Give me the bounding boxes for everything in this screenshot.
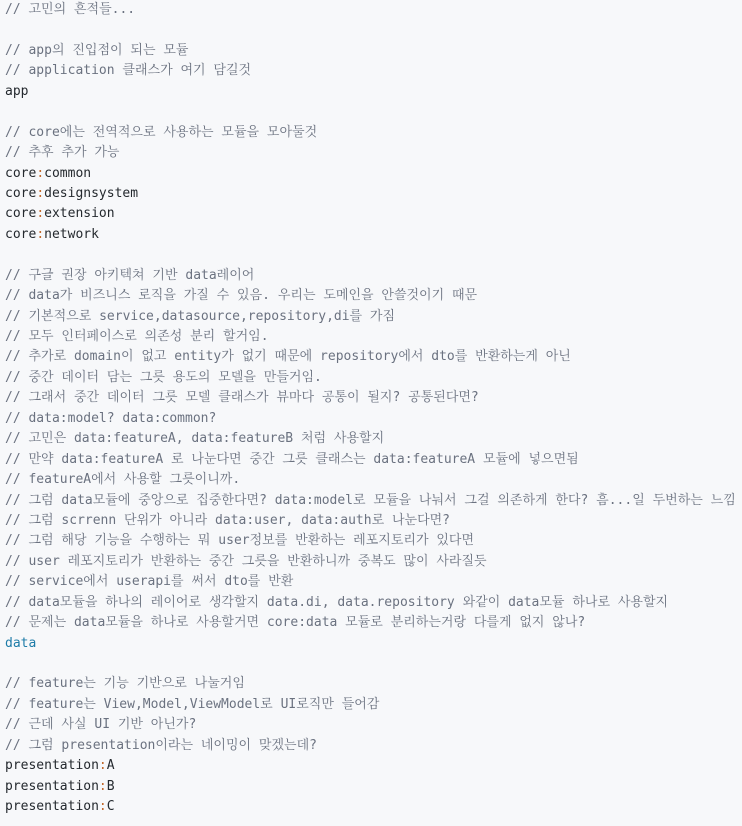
- module-prefix: presentation: [5, 799, 99, 815]
- module-name: A: [106, 758, 115, 774]
- module-separator: :: [36, 226, 45, 242]
- comment-line: // 근데 사실 UI 기반 아닌가?: [5, 717, 197, 733]
- comment-line: // 추가로 domain이 없고 entity가 없기 때문에 repository에서 dto를 반환하는게 아닌: [5, 349, 571, 365]
- comment-line: // data가 비즈니스 로직을 가질 수 있음. 우리는 도메인을 안쓸것이기 때문: [5, 288, 478, 304]
- module-prefix: presentation: [5, 778, 99, 794]
- module-line: [5, 797, 742, 817]
- module-name: C: [106, 799, 115, 815]
- comment-line: // 모두 인터페이스로 의존성 분리 할거임.: [5, 329, 269, 344]
- module-prefix: core: [5, 206, 37, 222]
- comment-line: // feature는 View,Model,ViewModel로 UI로직만 들어감: [5, 696, 380, 712]
- comment-line: // application 클래스가 여기 담길것: [5, 63, 252, 79]
- comment-line: // app의 진입점이 되는 모듈: [5, 42, 189, 58]
- module-line: app: [5, 83, 29, 99]
- module-line: data: [5, 635, 37, 651]
- module-prefix: presentation: [5, 758, 99, 774]
- comment-line: // data:model? data:common?: [5, 410, 217, 426]
- comment-line: // service에서 userapi를 써서 dto를 반환: [5, 574, 294, 590]
- module-line: [5, 164, 742, 184]
- comment-line: // 구글 권장 아키텍쳐 기반 data레이어: [5, 267, 255, 283]
- comment-line: // feature는 기능 기반으로 나눌거임: [5, 676, 245, 692]
- comment-line: // user 레포지토리가 반환하는 중간 그릇을 반환하니까 중복도 많이 사라질듯: [5, 553, 487, 569]
- blank-line: [5, 20, 742, 40]
- module-separator: :: [98, 778, 107, 794]
- comment-line: // core에는 전역적으로 사용하는 모듈을 모아둘것: [5, 124, 318, 140]
- module-prefix: core: [5, 165, 37, 181]
- module-name: common: [44, 165, 92, 181]
- comment-line: // 그럼 scrrenn 단위가 아니라 data:user, data:auth로 나눈다면?: [5, 512, 451, 528]
- module-name: extension: [44, 206, 115, 222]
- module-name: network: [44, 226, 99, 242]
- blank-line: [5, 245, 742, 265]
- module-separator: :: [98, 799, 107, 815]
- module-line: [5, 756, 742, 776]
- comment-line: // featureA에서 사용할 그릇이니까.: [5, 472, 241, 488]
- comment-line: // 고민의 흔적들...: [5, 2, 136, 17]
- comment-line: // 그럼 presentation이라는 네이밍이 맞겠는데?: [5, 737, 317, 753]
- comment-line: // 만약 data:featureA 로 나눈다면 중간 그릇 클래스는 data:featureA 모듈에 넣으면됨: [5, 451, 579, 467]
- comment-line: // 문제는 data모듈을 하나로 사용할거면 core:data 모듈로 분리하는거랑 다를게 없지 않나?: [5, 615, 586, 631]
- module-line: [5, 225, 742, 245]
- comment-line: // 그래서 중간 데이터 그릇 모델 클래스가 뷰마다 공통이 될지? 공통된다면?: [5, 390, 479, 406]
- comment-line: // 기본적으로 service,datasource,repository,di를 가짐: [5, 308, 396, 324]
- module-name: designsystem: [44, 185, 139, 201]
- module-line: [5, 184, 742, 204]
- comment-line: // 중간 데이터 담는 그릇 용도의 모델을 만들거임.: [5, 369, 322, 385]
- module-separator: :: [36, 206, 45, 222]
- comment-line: // 그럼 data모듈에 중앙으로 집중한다면? data:model로 모듈을 나눠서 그걸 의존하게 한다? 흠...일 두번하는 느낌: [5, 492, 736, 508]
- module-prefix: core: [5, 185, 37, 201]
- module-prefix: core: [5, 226, 37, 242]
- module-line: [5, 204, 742, 224]
- comment-line: // 고민은 data:featureA, data:featureB 처럼 사용할지: [5, 431, 385, 447]
- comment-line: // 추후 추가 가능: [5, 145, 120, 161]
- module-name: B: [106, 778, 115, 794]
- module-line: [5, 777, 742, 797]
- module-separator: :: [36, 165, 45, 181]
- module-separator: :: [36, 185, 45, 201]
- blank-line: [5, 654, 742, 674]
- comment-line: // data모듈을 하나의 레이어로 생각할지 data.di, data.repository 와같이 data모듈 하나로 사용할지: [5, 594, 669, 610]
- module-separator: :: [98, 758, 107, 774]
- comment-line: // 그럼 해당 기능을 수행하는 뭐 user정보를 반환하는 레포지토리가 있다면: [5, 533, 475, 549]
- blank-line: [5, 102, 742, 122]
